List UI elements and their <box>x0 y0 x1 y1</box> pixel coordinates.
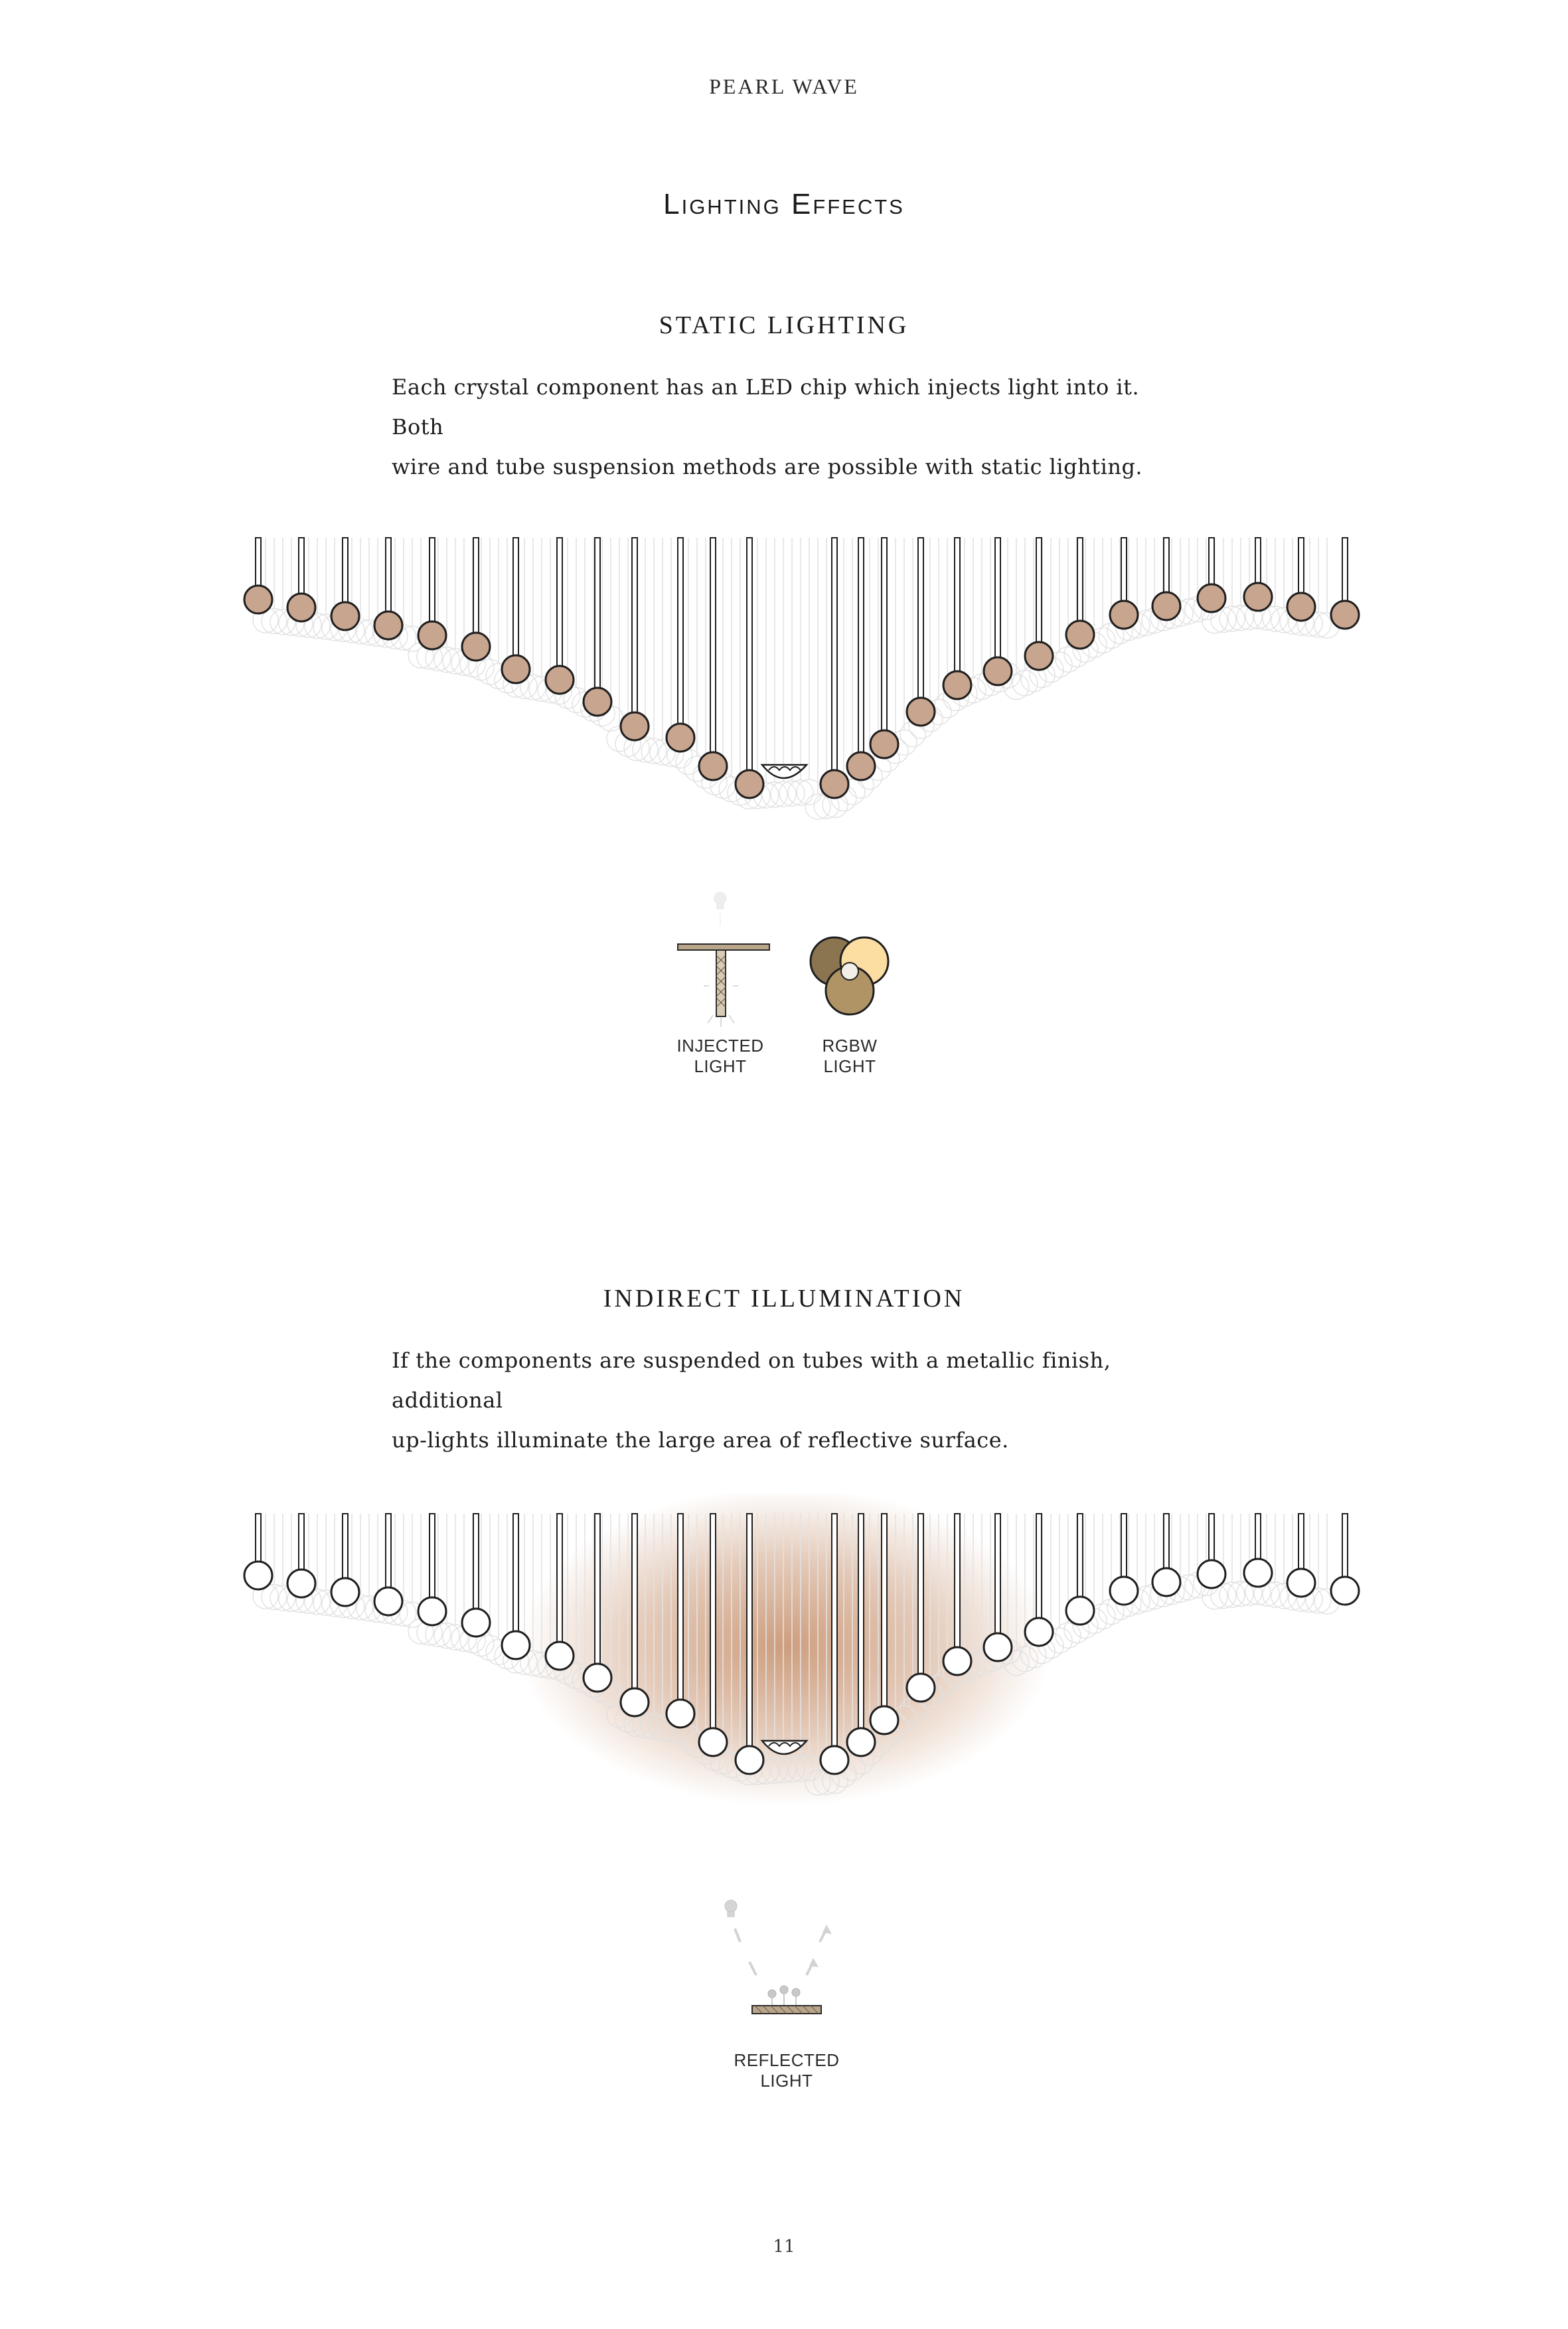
indirect-illumination-chandelier-diagram <box>0 1494 1568 1826</box>
section-title-indirect-illumination: INDIRECT ILLUMINATION <box>603 1285 965 1313</box>
paragraph-line: If the components are suspended on tubes with a metallic finish, additional <box>392 1348 1111 1413</box>
page-number: 11 <box>773 2237 795 2257</box>
reflected-light-icon <box>720 1895 853 2035</box>
pendant <box>374 1514 402 1615</box>
pendant <box>1244 538 1272 611</box>
static-lighting-description <box>392 367 1188 487</box>
injected-light-label <box>654 1036 787 1077</box>
pendant <box>1152 538 1180 620</box>
document-header: PEARL WAVE <box>709 74 859 98</box>
indirect-illumination-description <box>392 1340 1188 1460</box>
paragraph-line: Each crystal component has an LED chip which injects light into it. Both <box>392 374 1140 440</box>
pendant <box>331 1514 359 1606</box>
reflected-light-label <box>720 2050 853 2091</box>
pendant <box>1244 1514 1272 1587</box>
pendant <box>1025 538 1053 670</box>
pendant <box>1331 538 1359 629</box>
pendant <box>244 1514 272 1589</box>
paragraph-line: up-lights illuminate the large area of reflective surface. <box>392 1427 1009 1453</box>
pendant <box>374 538 402 639</box>
pendant <box>502 1514 530 1659</box>
pendant <box>462 538 490 661</box>
pendant <box>1198 1514 1225 1588</box>
pendant <box>418 538 446 649</box>
icon-label-line: LIGHT <box>694 1056 747 1076</box>
icon-label-line: RGBW <box>822 1036 878 1056</box>
section-title-static-lighting: STATIC LIGHTING <box>659 311 909 339</box>
pendant <box>1287 538 1315 621</box>
background-pendants <box>253 538 1340 819</box>
icon-label-line: LIGHT <box>823 1056 876 1076</box>
pendant <box>1198 538 1225 612</box>
pendant <box>418 1514 446 1625</box>
icon-label-line: LIGHT <box>760 2071 813 2091</box>
pendant <box>870 538 898 758</box>
rgbw-light-label <box>783 1036 916 1077</box>
pendant <box>462 1514 490 1637</box>
pendant <box>331 538 359 630</box>
pendant <box>1331 1514 1359 1605</box>
pendant <box>1110 1514 1138 1605</box>
page-title: Lighting Effects <box>663 188 905 220</box>
pendant <box>502 538 530 683</box>
pendant <box>1110 538 1138 629</box>
icon-label-line: INJECTED <box>676 1036 764 1056</box>
pendant <box>1025 1514 1053 1646</box>
icon-label-line: REFLECTED <box>734 2050 840 2070</box>
pendant <box>1066 538 1094 649</box>
injected-light-icon <box>670 886 770 1029</box>
rgbw-light-icon <box>800 933 900 1029</box>
static-lighting-chandelier-diagram <box>0 518 1568 850</box>
pendant <box>1287 1514 1315 1597</box>
pendant <box>621 538 649 740</box>
pendant <box>584 538 611 716</box>
paragraph-line: wire and tube suspension methods are possible with static lighting. <box>392 454 1143 479</box>
center-fitting <box>762 765 807 778</box>
pendant <box>1066 1514 1094 1625</box>
pendant <box>244 538 272 613</box>
pendant <box>1152 1514 1180 1596</box>
